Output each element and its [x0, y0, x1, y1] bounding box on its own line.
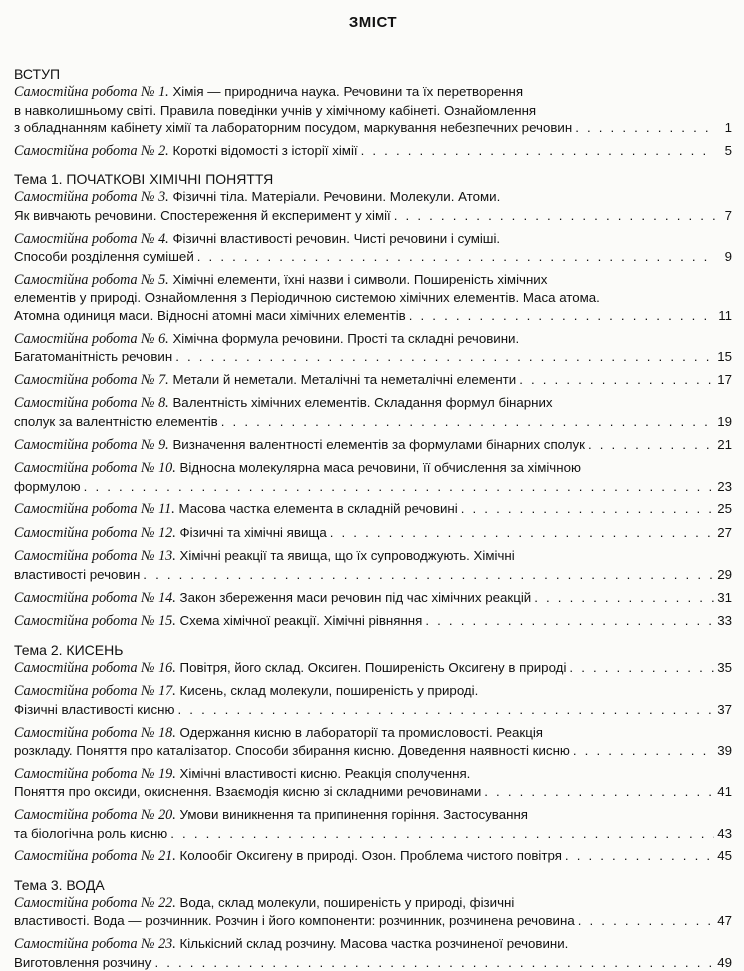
- toc-entry[interactable]: [14, 436, 732, 455]
- entry-line: [14, 330, 732, 349]
- entry-text: Фізичні та хімічні явища: [179, 524, 327, 540]
- entry-label: Самостійна робота № 18.: [14, 724, 176, 741]
- dot-leader: [361, 142, 715, 160]
- dot-leader: [534, 589, 714, 607]
- page-number: 17: [717, 371, 732, 387]
- toc-entry[interactable]: [14, 547, 732, 583]
- entry-text: Валентність хімічних елементів. Складання формул бінарних: [172, 395, 553, 411]
- entry-last-line: [14, 954, 732, 971]
- entry-text: формулою: [14, 478, 81, 494]
- entry-label: Самостійна робота № 15.: [14, 613, 176, 630]
- entry-last-line: [14, 142, 732, 161]
- toc-entry[interactable]: [14, 394, 732, 430]
- entry-label: Самостійна робота № 11.: [14, 501, 175, 518]
- page-number: 1: [724, 120, 732, 136]
- page-number: 45: [717, 848, 732, 864]
- page-number: 9: [724, 249, 732, 265]
- entry-last-line: [14, 371, 732, 390]
- entry-label: Самостійна робота № 3.: [14, 189, 169, 206]
- entry-text: Хімічна формула речовини. Прості та складні речовини.: [172, 330, 520, 346]
- page-number: 41: [717, 784, 732, 800]
- entry-line: [14, 765, 732, 784]
- entry-text: Одержання кисню в лабораторії та промисловості. Реакція: [179, 724, 543, 740]
- dot-leader: [425, 612, 714, 630]
- dot-leader: [84, 478, 715, 496]
- page-number: 49: [717, 954, 732, 970]
- dot-leader: [197, 248, 715, 266]
- page-number: 23: [717, 478, 732, 494]
- entry-text: Метали й неметали. Металічні та неметалічні елементи: [172, 371, 517, 387]
- table-of-contents: [14, 65, 732, 971]
- entry-last-line: [14, 825, 732, 843]
- entry-text: Кількісний склад розчину. Масова частка розчиненої речовини.: [179, 935, 569, 951]
- toc-entry[interactable]: [14, 894, 732, 930]
- entry-text: елементів у природі. Ознайомлення з Періодичною системою хімічних елементів. Маса атома.: [14, 290, 600, 306]
- toc-entry[interactable]: [14, 847, 732, 866]
- toc-section: [14, 876, 732, 971]
- entry-text: з обладнанням кабінету хімії та лабораторним посудом, маркування небезпечних речовин: [14, 120, 573, 136]
- entry-line: [14, 459, 732, 478]
- entry-last-line: [14, 307, 732, 325]
- entry-last-line: [14, 659, 732, 678]
- section-heading: Тема 1. ПОЧАТКОВІ ХІМІЧНІ ПОНЯТТЯ: [14, 171, 274, 188]
- entry-line: [14, 682, 732, 701]
- entry-text: Способи розділення сумішей: [14, 249, 194, 265]
- entry-text: Умови виникнення та припинення горіння. Застосування: [179, 807, 528, 822]
- toc-entry[interactable]: [14, 765, 732, 801]
- dot-leader: [175, 348, 714, 366]
- entry-text: сполук за валентністю елементів: [14, 413, 218, 429]
- page-number: 35: [717, 659, 732, 675]
- dot-leader: [330, 524, 714, 542]
- page-number: 15: [717, 349, 732, 365]
- entry-last-line: [14, 783, 732, 801]
- entry-line: [14, 724, 732, 743]
- entry-last-line: [14, 589, 732, 608]
- entry-label: Самостійна робота № 17.: [14, 683, 176, 700]
- entry-line: [14, 289, 732, 307]
- dot-leader: [221, 413, 714, 431]
- toc-entry[interactable]: [14, 724, 732, 760]
- page-number: 33: [717, 613, 732, 629]
- entry-text: Колообіг Оксигену в природі. Озон. Проблема чистого повітря: [179, 848, 562, 864]
- entry-line: [14, 806, 732, 825]
- entry-last-line: [14, 207, 732, 225]
- entry-line: [14, 102, 732, 120]
- entry-last-line: [14, 524, 732, 543]
- entry-label: Самостійна робота № 19.: [14, 765, 176, 782]
- entry-last-line: [14, 847, 732, 866]
- toc-entry[interactable]: [14, 589, 732, 608]
- entry-text: Атомна одиниця маси. Відносні атомні маси хімічних елементів: [14, 307, 406, 323]
- page-number: 39: [717, 743, 732, 759]
- toc-section: [14, 65, 732, 160]
- entry-line: [14, 935, 732, 954]
- toc-entry[interactable]: [14, 230, 732, 266]
- section-heading: Тема 2. КИСЕНЬ: [14, 641, 124, 658]
- entry-last-line: [14, 348, 732, 366]
- dot-leader: [588, 436, 714, 454]
- toc-entry[interactable]: [14, 142, 732, 161]
- entry-text: Поняття про оксиди, окиснення. Взаємодія кисню зі складними речовинами: [14, 784, 482, 800]
- page-title: ЗМІСТ: [348, 14, 398, 31]
- entry-text: Виготовлення розчину: [14, 954, 152, 970]
- dot-leader: [484, 783, 714, 801]
- page-number: 11: [718, 307, 732, 323]
- page-number: 25: [717, 501, 732, 517]
- entry-text: Схема хімічної реакції. Хімічні рівняння: [179, 613, 423, 629]
- entry-text: розкладу. Поняття про каталізатор. Способи збирання кисню. Доведення наявності кисню: [14, 743, 570, 759]
- entry-text: Відносна молекулярна маса речовини, її обчислення за хімічною: [179, 460, 581, 476]
- dot-leader: [143, 566, 714, 584]
- toc-entry[interactable]: [14, 459, 732, 495]
- entry-line: [14, 188, 732, 207]
- entry-text: Багатоманітність речовин: [14, 349, 173, 365]
- toc-entry[interactable]: [14, 83, 732, 137]
- toc-section: [14, 641, 732, 866]
- entry-text: властивості. Вода — розчинник. Розчин і його компоненти: розчинник, розчинена речовина: [14, 913, 575, 929]
- entry-label: Самостійна робота № 4.: [14, 230, 169, 247]
- page-number: 19: [717, 413, 732, 429]
- entry-text: Хімічні реакції та явища, що їх супроводжують. Хімічні: [179, 548, 515, 564]
- page-number: 5: [724, 142, 732, 158]
- entry-text: властивості речовин: [14, 567, 141, 583]
- entry-label: Самостійна робота № 6.: [14, 330, 169, 347]
- entry-label: Самостійна робота № 13.: [14, 548, 176, 565]
- entry-text: Масова частка елемента в складній речовині: [178, 501, 458, 517]
- page-number: 21: [717, 436, 732, 452]
- toc-entry[interactable]: [14, 188, 732, 224]
- dot-leader: [409, 307, 715, 325]
- dot-leader: [573, 742, 714, 760]
- toc-entry[interactable]: [14, 682, 732, 718]
- entry-text: Кисень, склад молекули, поширеність у природі.: [179, 683, 479, 699]
- entry-last-line: [14, 742, 732, 760]
- toc-entry[interactable]: [14, 524, 732, 543]
- entry-line: [14, 230, 732, 249]
- toc-entry[interactable]: [14, 271, 732, 325]
- entry-text: Хімічні властивості кисню. Реакція сполучення.: [179, 765, 471, 781]
- entry-label: Самостійна робота № 7.: [14, 371, 169, 388]
- entry-label: Самостійна робота № 14.: [14, 589, 176, 606]
- entry-line: [14, 547, 732, 566]
- entry-text: Повітря, його склад. Оксиген. Поширеність Оксигену в природі: [179, 659, 567, 675]
- entry-label: Самостійна робота № 21.: [14, 848, 176, 865]
- toc-entry[interactable]: [14, 371, 732, 390]
- entry-last-line: [14, 500, 732, 519]
- dot-leader: [461, 500, 714, 518]
- dot-leader: [519, 371, 714, 389]
- page-number: 29: [717, 567, 732, 583]
- page-number: 37: [717, 702, 732, 718]
- entry-text: Короткі відомості з історії хімії: [172, 142, 358, 158]
- entry-text: Фізичні властивості речовин. Чисті речовини і суміші.: [172, 230, 501, 246]
- entry-label: Самостійна робота № 12.: [14, 524, 176, 541]
- page-number: 43: [717, 825, 732, 841]
- entry-text: та біологічна роль кисню: [14, 825, 168, 841]
- entry-text: Фізичні тіла. Матеріали. Речовини. Молекули. Атоми.: [172, 189, 501, 205]
- entry-text: в навколишньому світі. Правила поведінки учнів у хімічному кабінеті. Ознайомлення: [14, 102, 537, 118]
- entry-label: Самостійна робота № 20.: [14, 807, 176, 823]
- toc-entry[interactable]: [14, 330, 732, 366]
- entry-text: Як вивчають речовини. Спостереження й експеримент у хімії: [14, 207, 391, 223]
- section-heading: ВСТУП: [14, 66, 61, 82]
- entry-text: Хімічні елементи, їхні назви і символи. Поширеність хімічних: [172, 271, 548, 287]
- entry-label: Самостійна робота № 5.: [14, 271, 169, 288]
- entry-label: Самостійна робота № 22.: [14, 894, 176, 911]
- entry-label: Самостійна робота № 8.: [14, 395, 169, 412]
- toc-entry[interactable]: [14, 500, 732, 519]
- toc-entry[interactable]: [14, 659, 732, 678]
- entry-last-line: [14, 566, 732, 584]
- dot-leader: [565, 847, 714, 865]
- toc-section: [14, 170, 732, 630]
- entry-text: Закон збереження маси речовин під час хімічних реакцій: [179, 589, 532, 605]
- entry-last-line: [14, 912, 732, 930]
- dot-leader: [578, 912, 714, 930]
- entry-last-line: [14, 119, 732, 137]
- entry-label: Самостійна робота № 9.: [14, 436, 169, 453]
- dot-leader: [170, 825, 714, 843]
- entry-label: Самостійна робота № 23.: [14, 935, 176, 952]
- entry-line: [14, 83, 732, 102]
- page-number: 27: [717, 524, 732, 540]
- entry-last-line: [14, 701, 732, 719]
- entry-last-line: [14, 612, 732, 631]
- entry-line: [14, 271, 732, 290]
- entry-label: Самостійна робота № 16.: [14, 659, 176, 676]
- toc-entry[interactable]: [14, 806, 732, 842]
- entry-text: Вода, склад молекули, поширеність у природі, фізичні: [179, 894, 515, 910]
- toc-entry[interactable]: [14, 935, 732, 971]
- dot-leader: [569, 659, 714, 677]
- entry-label: Самостійна робота № 1.: [14, 84, 169, 100]
- entry-last-line: [14, 248, 732, 266]
- entry-text: Фізичні властивості кисню: [14, 702, 175, 718]
- page-number: 47: [717, 913, 732, 929]
- entry-text: Хімія — природнича наука. Речовини та їх перетворення: [172, 84, 524, 99]
- dot-leader: [154, 954, 714, 971]
- dot-leader: [178, 701, 715, 719]
- entry-line: [14, 394, 732, 413]
- page-number: 7: [724, 207, 732, 223]
- toc-entry[interactable]: [14, 612, 732, 631]
- entry-last-line: [14, 478, 732, 496]
- entry-label: Самостійна робота № 10.: [14, 460, 176, 477]
- entry-text: Визначення валентності елементів за формулами бінарних сполук: [172, 436, 585, 452]
- entry-last-line: [14, 413, 732, 431]
- entry-last-line: [14, 436, 732, 455]
- dot-leader: [394, 207, 715, 225]
- section-heading: Тема 3. ВОДА: [14, 876, 105, 893]
- dot-leader: [575, 119, 715, 137]
- entry-line: [14, 894, 732, 913]
- entry-label: Самостійна робота № 2.: [14, 142, 169, 159]
- page-number: 31: [717, 589, 732, 605]
